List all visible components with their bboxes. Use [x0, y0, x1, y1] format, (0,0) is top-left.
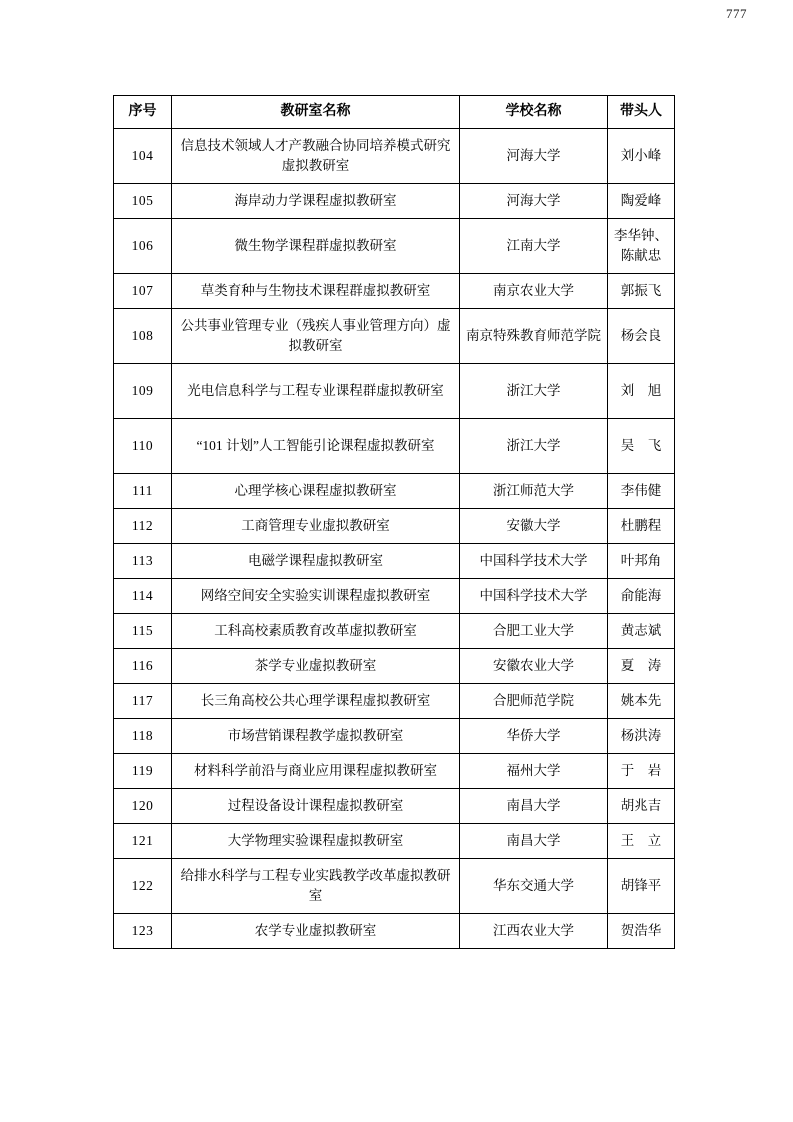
cell-office-name: 心理学核心课程虚拟教研室 — [172, 474, 460, 509]
cell-school-name: 华东交通大学 — [460, 859, 608, 914]
cell-leader: 刘小峰 — [608, 129, 675, 184]
virtual-teaching-office-table — [113, 95, 675, 949]
cell-office-name: 长三角高校公共心理学课程虚拟教研室 — [172, 684, 460, 719]
cell-leader: 陶爱峰 — [608, 184, 675, 219]
cell-office-name: 光电信息科学与工程专业课程群虚拟教研室 — [172, 364, 460, 419]
cell-leader: 郭振飞 — [608, 274, 675, 309]
cell-office-name: 给排水科学与工程专业实践教学改革虚拟教研室 — [172, 859, 460, 914]
column-header-school: 学校名称 — [460, 96, 608, 129]
table-row — [114, 219, 675, 274]
cell-leader: 于 岩 — [608, 754, 675, 789]
cell-no: 120 — [114, 789, 172, 824]
cell-office-name: 材料科学前沿与商业应用课程虚拟教研室 — [172, 754, 460, 789]
cell-leader: 胡兆吉 — [608, 789, 675, 824]
cell-school-name: 南京农业大学 — [460, 274, 608, 309]
table-row — [114, 129, 675, 184]
cell-no: 111 — [114, 474, 172, 509]
cell-leader: 俞能海 — [608, 579, 675, 614]
cell-office-name: 市场营销课程教学虚拟教研室 — [172, 719, 460, 754]
cell-office-name: 工商管理专业虚拟教研室 — [172, 509, 460, 544]
table-body — [114, 129, 675, 949]
table-row — [114, 859, 675, 914]
cell-office-name: 信息技术领域人才产教融合协同培养模式研究虚拟教研室 — [172, 129, 460, 184]
cell-school-name: 河海大学 — [460, 129, 608, 184]
page-number: 777 — [726, 6, 747, 21]
cell-no: 105 — [114, 184, 172, 219]
cell-no: 123 — [114, 914, 172, 949]
cell-leader: 王 立 — [608, 824, 675, 859]
table-container — [113, 95, 674, 949]
cell-office-name: 工科高校素质教育改革虚拟教研室 — [172, 614, 460, 649]
cell-leader: 黄志斌 — [608, 614, 675, 649]
cell-school-name: 江西农业大学 — [460, 914, 608, 949]
cell-leader: 李华钟、陈献忠 — [608, 219, 675, 274]
table-row — [114, 364, 675, 419]
cell-leader: 胡锋平 — [608, 859, 675, 914]
cell-office-name: 海岸动力学课程虚拟教研室 — [172, 184, 460, 219]
table-header — [114, 96, 675, 129]
cell-leader: 姚本先 — [608, 684, 675, 719]
cell-leader: 杜鹏程 — [608, 509, 675, 544]
cell-leader: 杨会良 — [608, 309, 675, 364]
cell-leader: 贺浩华 — [608, 914, 675, 949]
cell-leader: 夏 涛 — [608, 649, 675, 684]
cell-leader: 叶邦角 — [608, 544, 675, 579]
table-row — [114, 754, 675, 789]
table-row — [114, 274, 675, 309]
cell-school-name: 中国科学技术大学 — [460, 544, 608, 579]
table-row — [114, 579, 675, 614]
cell-no: 107 — [114, 274, 172, 309]
cell-school-name: 中国科学技术大学 — [460, 579, 608, 614]
cell-no: 121 — [114, 824, 172, 859]
cell-school-name: 安徽农业大学 — [460, 649, 608, 684]
cell-leader: 吴 飞 — [608, 419, 675, 474]
table-row — [114, 614, 675, 649]
cell-no: 122 — [114, 859, 172, 914]
cell-no: 116 — [114, 649, 172, 684]
cell-school-name: 浙江大学 — [460, 364, 608, 419]
cell-no: 115 — [114, 614, 172, 649]
cell-school-name: 南昌大学 — [460, 824, 608, 859]
table-row — [114, 824, 675, 859]
table-row — [114, 789, 675, 824]
cell-office-name: 微生物学课程群虚拟教研室 — [172, 219, 460, 274]
cell-office-name: 农学专业虚拟教研室 — [172, 914, 460, 949]
table-row — [114, 684, 675, 719]
cell-office-name: 过程设备设计课程虚拟教研室 — [172, 789, 460, 824]
cell-no: 108 — [114, 309, 172, 364]
cell-school-name: 安徽大学 — [460, 509, 608, 544]
cell-leader: 杨洪涛 — [608, 719, 675, 754]
column-header-leader: 带头人 — [608, 96, 675, 129]
table-row — [114, 419, 675, 474]
table-row — [114, 309, 675, 364]
column-header-name: 教研室名称 — [172, 96, 460, 129]
cell-office-name: 茶学专业虚拟教研室 — [172, 649, 460, 684]
cell-school-name: 合肥师范学院 — [460, 684, 608, 719]
cell-school-name: 河海大学 — [460, 184, 608, 219]
table-row — [114, 544, 675, 579]
cell-office-name: 网络空间安全实验实训课程虚拟教研室 — [172, 579, 460, 614]
cell-school-name: 江南大学 — [460, 219, 608, 274]
cell-school-name: 浙江大学 — [460, 419, 608, 474]
table-header-row — [114, 96, 675, 129]
cell-no: 119 — [114, 754, 172, 789]
cell-no: 104 — [114, 129, 172, 184]
cell-school-name: 浙江师范大学 — [460, 474, 608, 509]
cell-no: 117 — [114, 684, 172, 719]
cell-school-name: 合肥工业大学 — [460, 614, 608, 649]
cell-no: 112 — [114, 509, 172, 544]
table-row — [114, 474, 675, 509]
cell-office-name: 公共事业管理专业（残疾人事业管理方向）虚拟教研室 — [172, 309, 460, 364]
cell-office-name: “101 计划”人工智能引论课程虚拟教研室 — [172, 419, 460, 474]
cell-school-name: 华侨大学 — [460, 719, 608, 754]
cell-school-name: 南京特殊教育师范学院 — [460, 309, 608, 364]
cell-no: 110 — [114, 419, 172, 474]
cell-leader: 李伟健 — [608, 474, 675, 509]
table-row — [114, 719, 675, 754]
cell-school-name: 南昌大学 — [460, 789, 608, 824]
cell-no: 109 — [114, 364, 172, 419]
column-header-no: 序号 — [114, 96, 172, 129]
cell-office-name: 草类育种与生物技术课程群虚拟教研室 — [172, 274, 460, 309]
cell-office-name: 电磁学课程虚拟教研室 — [172, 544, 460, 579]
table-row — [114, 649, 675, 684]
cell-no: 118 — [114, 719, 172, 754]
cell-no: 106 — [114, 219, 172, 274]
cell-school-name: 福州大学 — [460, 754, 608, 789]
cell-no: 114 — [114, 579, 172, 614]
cell-no: 113 — [114, 544, 172, 579]
table-row — [114, 184, 675, 219]
table-row — [114, 914, 675, 949]
cell-office-name: 大学物理实验课程虚拟教研室 — [172, 824, 460, 859]
cell-leader: 刘 旭 — [608, 364, 675, 419]
table-row — [114, 509, 675, 544]
